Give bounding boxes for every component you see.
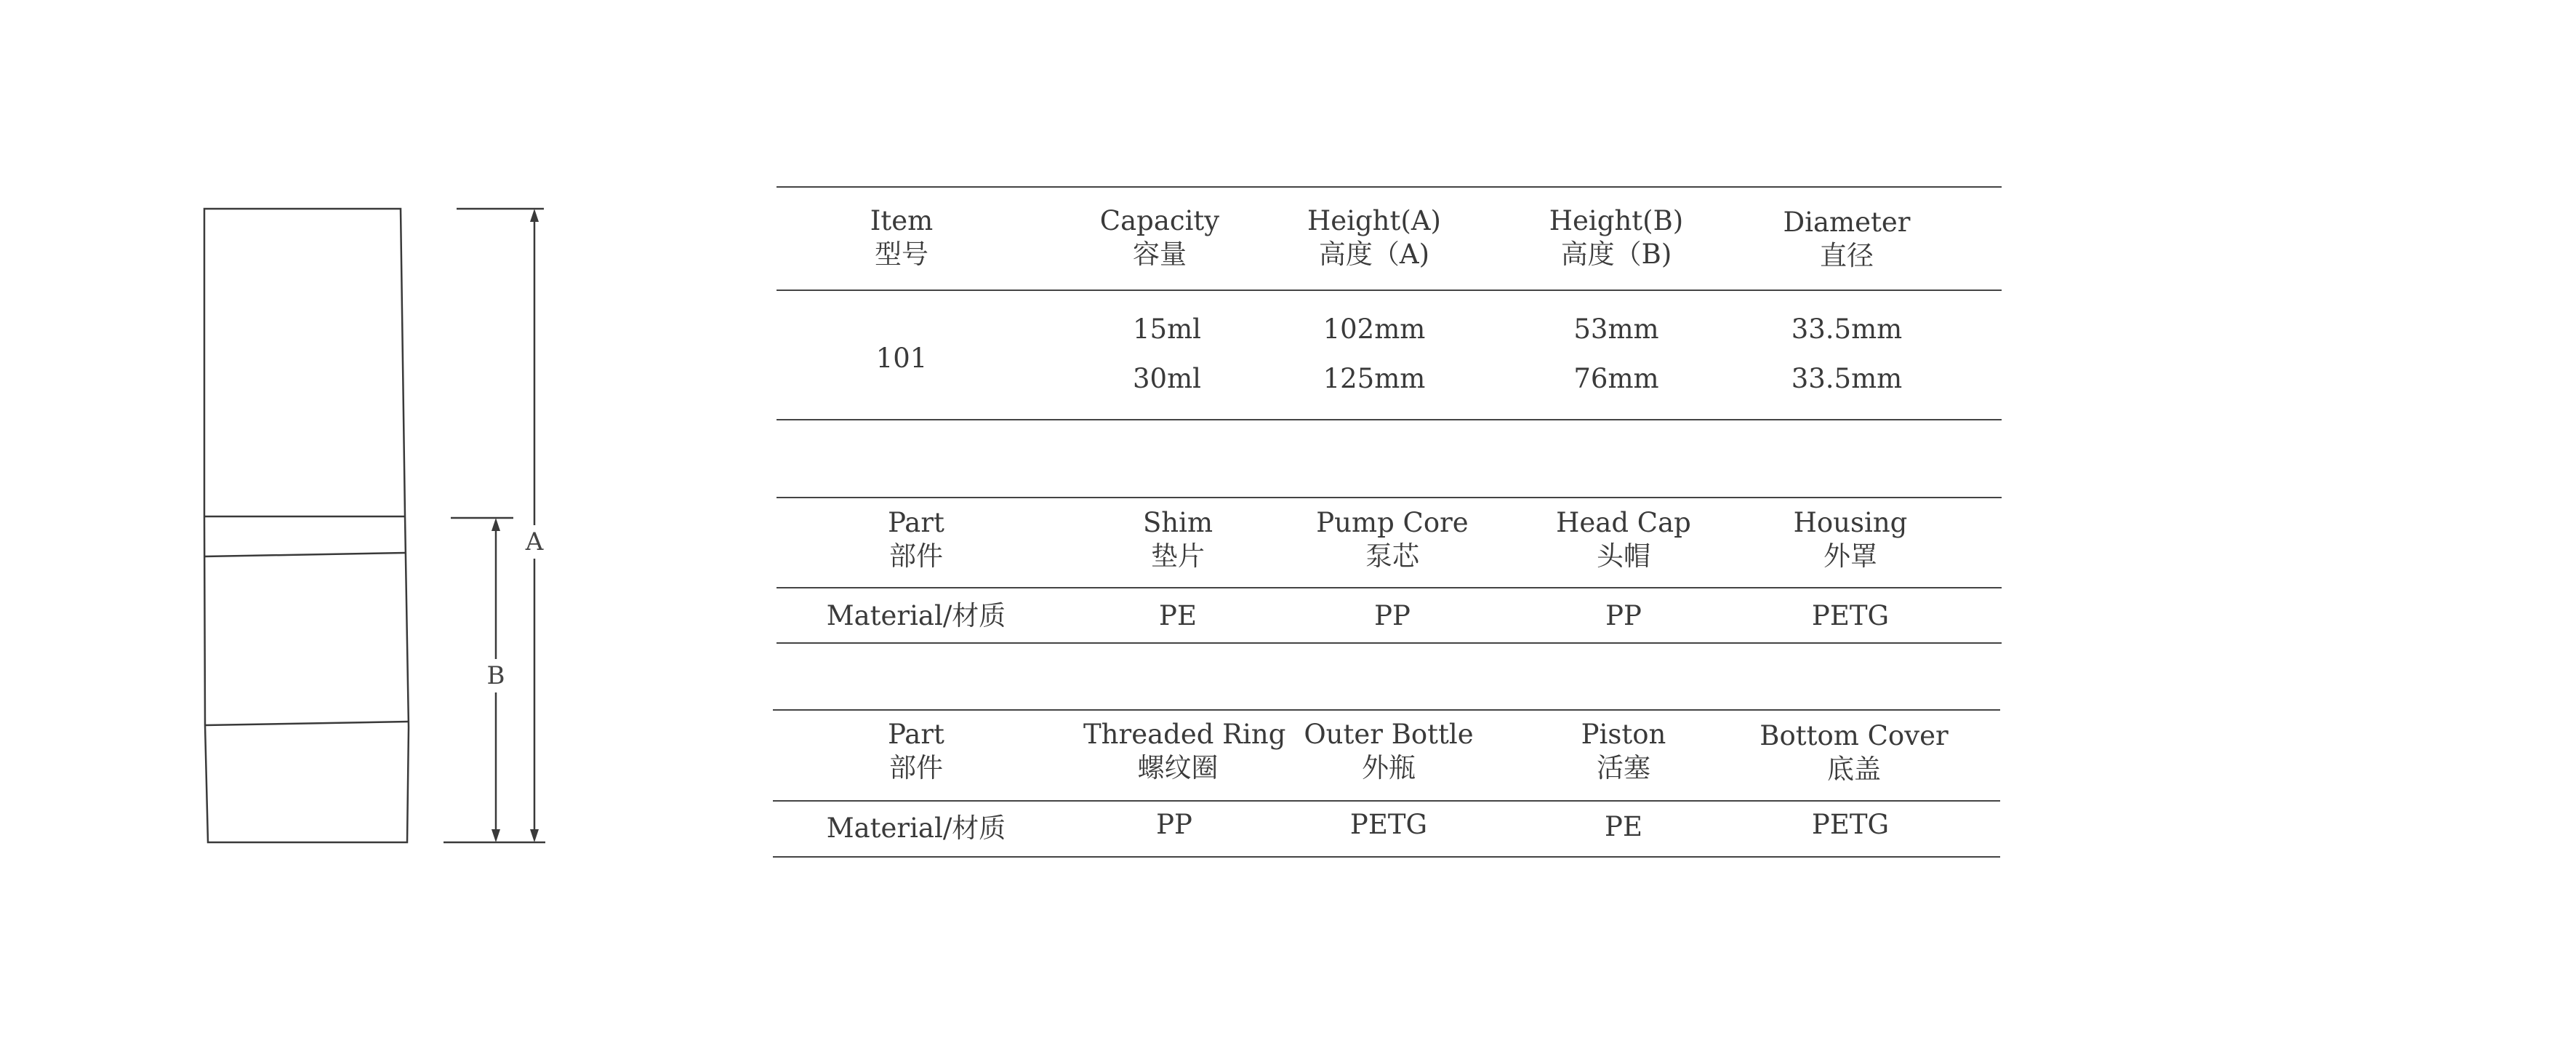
bottle-section-line [205,722,409,725]
part-head-cap: Head Cap 头帽 [1556,507,1691,572]
table-rule [777,587,2002,588]
header-height-b: Height(B) 高度（B) [1549,205,1684,270]
bottle-drawing [0,0,567,1046]
material-label: Material/材质 [826,600,1006,631]
height-b-value: 53mm [1573,314,1659,345]
table-rule [777,642,2002,644]
part-housing: Housing 外罩 [1793,507,1908,572]
part-threaded-ring: Threaded Ring 螺纹圈 [1083,719,1286,783]
arrow-up-icon [491,518,500,531]
material-value: PP [1605,600,1642,631]
bottle-outline [204,209,409,842]
height-a-value: 102mm [1323,314,1426,345]
capacity-value: 15ml [1133,314,1201,345]
header-diameter: Diameter 直径 [1783,207,1911,271]
arrow-down-icon [530,829,539,842]
table-rule [777,419,2002,420]
dimension-b-label: B [486,661,505,690]
material-value: PETG [1349,809,1428,840]
material-value: PETG [1811,600,1890,631]
height-a-value: 125mm [1323,363,1426,394]
table-rule [777,186,2002,188]
height-b-value: 76mm [1573,363,1659,394]
capacity-value: 30ml [1133,363,1201,394]
item-value: 101 [875,343,928,374]
material-label: Material/材质 [826,813,1006,844]
diameter-value: 33.5mm [1791,363,1903,394]
diameter-value: 33.5mm [1791,314,1903,345]
part-shim: Shim 垫片 [1142,507,1213,572]
material-value: PE [1605,811,1642,842]
part-label: Part 部件 [888,719,944,783]
material-value: PETG [1811,809,1890,840]
table-rule [773,856,2000,858]
material-value: PP [1374,600,1411,631]
material-value: PE [1159,600,1197,631]
part-bottom-cover: Bottom Cover 底盖 [1760,720,1949,785]
header-item: Item 型号 [870,205,934,270]
dimension-a-label: A [525,527,544,556]
table-rule [777,290,2002,291]
table-rule [773,800,2000,802]
part-piston: Piston 活塞 [1581,719,1666,783]
header-height-a: Height(A) 高度（A) [1307,205,1441,270]
table-rule [773,709,2000,711]
material-value: PP [1156,809,1192,840]
arrow-up-icon [530,209,539,222]
part-label: Part 部件 [888,507,944,572]
arrow-down-icon [491,829,500,842]
bottle-section-line [204,553,405,556]
table-rule [777,497,2002,498]
part-pump-core: Pump Core 泵芯 [1316,507,1469,572]
part-outer-bottle: Outer Bottle 外瓶 [1304,719,1474,783]
header-capacity: Capacity 容量 [1099,205,1220,270]
